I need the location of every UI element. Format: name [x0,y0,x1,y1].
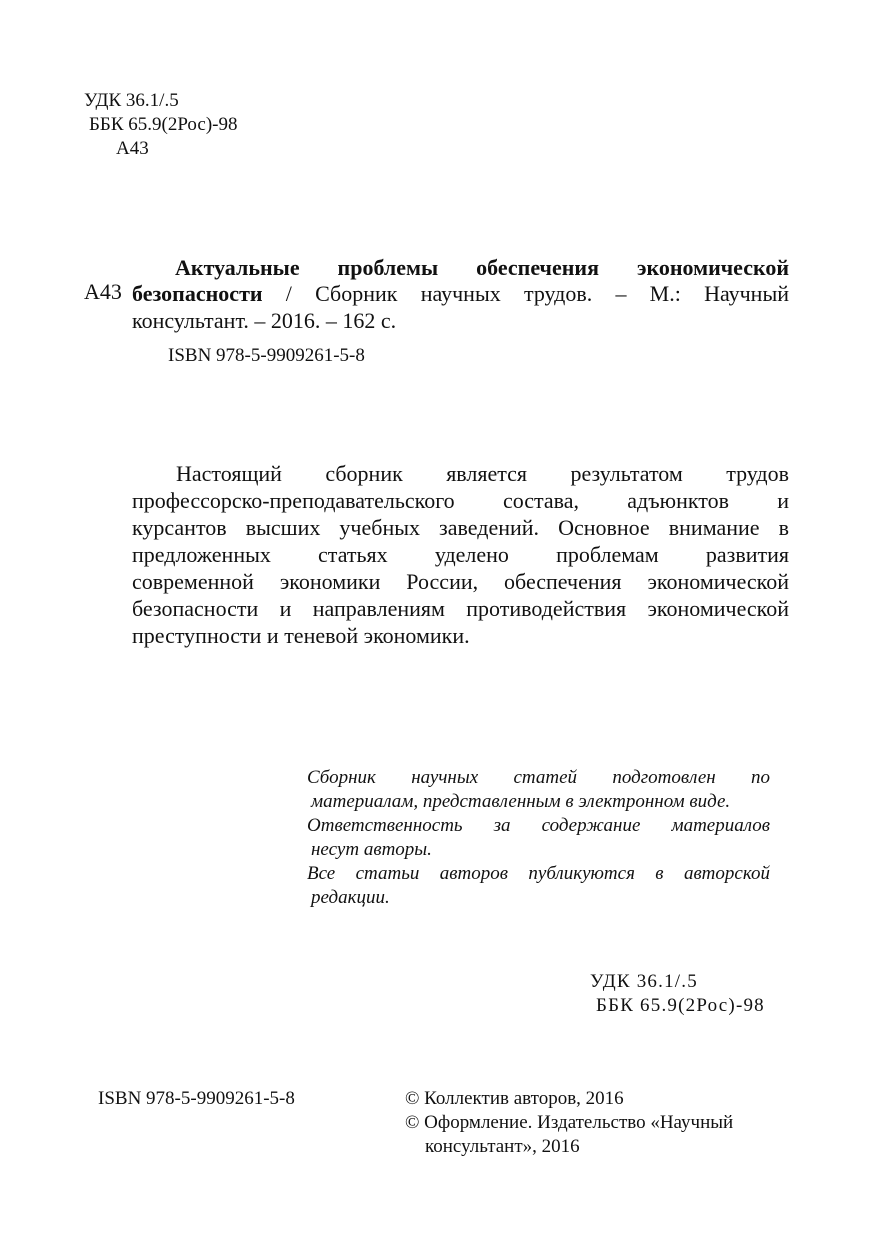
notice-word: Ответственность [307,815,463,836]
abstract-line [176,460,789,487]
notice-word: за [493,815,511,836]
notice-line [311,790,770,814]
bbk-top: ББК 65.9(2Рос)-98 [89,114,238,135]
abstract-word: и [279,596,292,621]
udk-bottom: УДК 36.1/.5 [590,971,698,992]
author-sign-top: А43 [116,138,149,159]
bbk-bottom: ББК 65.9(2Рос)-98 [596,995,765,1016]
bib-title-word: экономической [636,255,790,280]
notice-word: Сборник [307,767,376,788]
notice-word: в [655,863,664,884]
bib-title-line-1 [175,254,789,281]
abstract-word: уделено [434,542,509,567]
abstract-word: состава, [502,488,580,513]
copyright-design: © Оформление. Издательство «Научный [405,1112,734,1133]
abstract-word: противодействия [466,596,627,621]
abstract-word: проблемам [556,542,659,567]
abstract-word: предложенных [132,542,271,567]
abstract-word: результатом [570,461,683,486]
bib-title-word: проблемы [337,255,439,280]
notice-word: редакции. [311,887,390,908]
udk-top: УДК 36.1/.5 [84,90,179,111]
notice-line [311,838,770,862]
author-sign: А43 [84,279,122,304]
notice-line [307,814,770,838]
abstract-line [132,622,789,649]
abstract-line [132,541,789,568]
notice-word: статей [513,767,578,788]
notice-line [311,886,770,910]
abstract-word: курсантов высших учебных заведений. Основное внимание в [132,515,789,540]
abstract-word: профессорско-преподавательского [132,488,455,513]
notice-word: статьи [355,863,420,884]
notice-word: материалов [671,815,770,836]
bib-imprint: консультант. – 2016. – 162 с. [132,308,397,333]
notice-word: авторской [683,863,771,884]
footer-isbn: ISBN 978-5-9909261-5-8 [98,1088,295,1109]
notice-word: научных [411,767,479,788]
notice-word: публикуются [528,863,635,884]
abstract-word: адъюнктов [627,488,729,513]
notice-word: содержание [541,815,641,836]
abstract-line [132,487,789,514]
abstract-line [132,568,789,595]
notice-line [307,766,770,790]
abstract-word: трудов [726,461,789,486]
notice-line [307,862,770,886]
abstract-word: безопасности [132,596,259,621]
bib-title-line-2 [132,280,789,307]
bib-title-end: безопасности [132,281,263,306]
abstract-word: современной экономики России, обеспечения экономической [132,569,789,594]
copyright-authors: © Коллектив авторов, 2016 [405,1088,624,1109]
abstract-word: Настоящий [176,461,282,486]
notice-word: авторов [439,863,508,884]
notice-word: по [751,767,771,788]
copyright-design-cont: консультант», 2016 [425,1136,580,1157]
abstract-word: является [446,461,528,486]
bib-publisher: – М.: Научный [615,281,790,306]
abstract-line [132,514,789,541]
abstract-word: преступности и теневой экономики. [132,623,470,648]
bib-collection: / Сборник научных трудов. [285,281,593,306]
abstract-word: и [777,488,789,513]
bib-title-word: Актуальные [175,255,300,280]
bib-isbn: ISBN 978-5-9909261-5-8 [168,345,365,366]
notice-word: подготовлен [612,767,716,788]
abstract-word: сборник [325,461,403,486]
abstract-word: развития [705,542,790,567]
abstract-word: статьях [318,542,388,567]
bib-title-word: обеспечения [476,255,599,280]
abstract-line [132,595,789,622]
notice-word: Все [307,863,336,884]
notice-word: материалам, представленным в электронном виде. [311,791,731,812]
notice-word: несут авторы. [311,839,432,860]
abstract-word: направлениям [312,596,445,621]
abstract-word: экономической [647,596,790,621]
